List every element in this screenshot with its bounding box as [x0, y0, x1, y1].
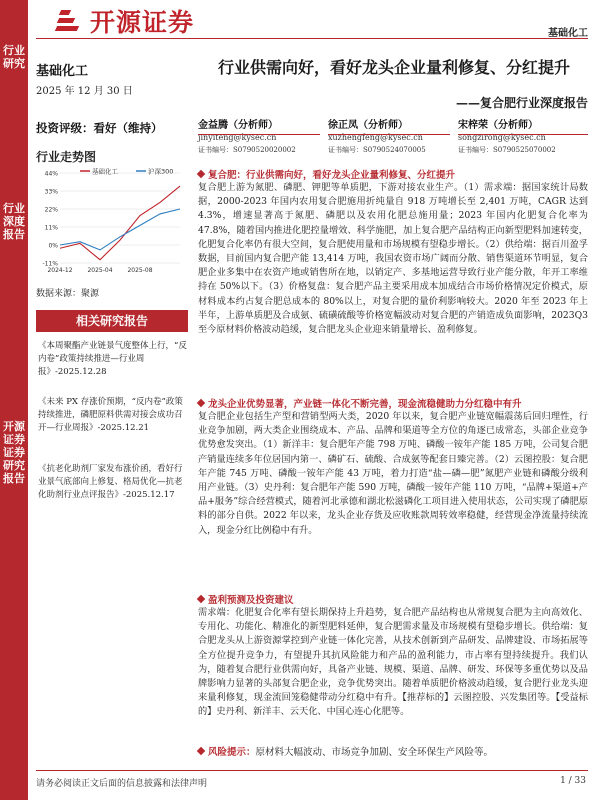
y-tick-label: 0% [48, 242, 58, 250]
risk-warning: 风险提示：原材料大幅波动、市场竞争加剧、安全环保生产风险等。 [198, 744, 588, 758]
investment-rating: 投资评级：看好（维持） [36, 121, 163, 135]
chart-source: 数据来源：聚源 [36, 289, 100, 299]
industry-label: 基础化工 [36, 64, 89, 79]
page-number: 1 / 33 [560, 776, 586, 786]
section-heading: 盈利预测及投资建议 [198, 592, 588, 606]
analyst-email[interactable]: xuzhengfeng@kysec.cn [328, 133, 423, 142]
logo-mark-icon [58, 8, 84, 34]
footer-divider [36, 770, 588, 771]
sidebar-bottom-label: 开源证券 证券研究报告 [3, 420, 25, 485]
report-subtitle: ——复合肥行业深度报告 [455, 96, 588, 110]
legend-label: 基础化工 [92, 167, 118, 176]
trend-chart [36, 165, 184, 280]
trend-chart-svg [36, 165, 184, 280]
analyst-email[interactable]: songzirong@kysec.cn [458, 133, 546, 142]
analyst-name: 金益腾（分析师） [198, 120, 278, 131]
diamond-bullet-icon [197, 170, 205, 178]
sidebar-mid-label: 行业深度报告 [3, 202, 25, 241]
trend-chart-title: 行业走势图 [36, 150, 97, 164]
analyst-name: 徐正凤（分析师） [328, 120, 408, 131]
analyst-cert: 证书编号：S0790524070005 [328, 146, 426, 154]
header-divider [36, 38, 588, 39]
related-report-item[interactable]: 《未来 PX 存涨价预期，“反内卷”政策持续推进，磷肥原料供需对接会成功召开—行业周报》-2025.12.21 [38, 397, 183, 433]
analyst-divider [458, 134, 588, 135]
related-report-item[interactable]: 《本周聚酯产业链景气度整体上行，“反内卷”政策持续推进—行业周报》-2025.12.28 [38, 341, 187, 377]
analyst-cert: 证书编号：S0790525070002 [458, 146, 556, 154]
report-date: 2025 年 12 月 30 日 [36, 86, 133, 97]
report-title: 行业供需向好，看好龙头企业量利修复、分红提升 [217, 58, 570, 77]
related-report-item[interactable]: 《抗老化助剂厂家发布涨价函，看好行业景气底部向上修复、格局优化—抗老化助剂行业点评报告》-2025.12.17 [38, 464, 183, 500]
x-tick-label: 2024-12 [47, 267, 73, 274]
analyst-card [198, 120, 323, 156]
y-tick-label: 22% [44, 206, 58, 214]
analyst-cert: 证书编号：S0790520020002 [198, 146, 296, 154]
footer-disclaimer: 请务必阅读正文后面的信息披露和法律声明 [36, 779, 208, 789]
section-heading: 龙头企业优势显著，产业链一体化不断完善，现金流稳健助力分红稳中有升 [198, 396, 588, 410]
related-research-header: 相关研究报告 [36, 310, 188, 332]
header-category: 基础化工 [548, 28, 588, 39]
section-body: 需求端：化肥复合化率有望长期保持上升趋势，复合肥产品结构也从常规复合肥为主向高效化、专用化、功能化、精准化的新型肥料延伸，复合肥需求量及市场规模有望稳步增长。供给端：复合肥龙头从上游资源掌控到产业链一体化完善，从技术创新到产品研发、品牌建设、市场拓展等全方位提升竞争力，有望提升其抗风险能力和产品的盈利能力，市占率有望持续提升。我们认为，随着复合肥行业供需向好，具备产业链、规模、渠道、品牌、研发、环保等多重优势以及品牌影响力显著的头部复合肥企业，竞争优势突出。随着单质肥价格波动趋缓，复合肥行业龙头迎来量利修复，现金流回笼稳健带动分红稳中有升。【推荐标的】云图控股、兴发集团等。【受益标的】史丹利、新洋丰、云天化、中国心连心化肥等。 [198, 607, 588, 718]
analyst-name: 宋梓荣（分析师） [458, 120, 538, 131]
series-line [60, 186, 180, 260]
x-tick-label: 2025-04 [87, 267, 113, 274]
company-logo [58, 4, 194, 38]
analyst-email[interactable]: jinyiteng@kysec.cn [198, 133, 277, 142]
section-body: 复合肥企业包括生产型和营销型两大类，2020 年以来，复合肥产业链宽幅震荡后回归理性，行业竞争加剧，两大类企业围绕成本、产品、品牌和渠道等全方位的角逐已成常态，头部企业竞争优势愈发突出。（1）新洋丰：复合肥年产能 798 万吨、磷酸一铵年产能 185 万吨，公司复合肥产销量连续多年位居国内第一、磷矿石、硫酸、合成氨等配套日臻完善。（2）云图控股：复合肥年产能 745 万吨、磷酸一铵年产能 43 万吨，着力打造“盐—磷—肥”氮肥产业链和磷酸分级利用产业链。（3）史丹利：复合肥年产能 590 万吨，磷酸一铵年产能 110 万吨，“品牌+渠道+产品+服务”综合经营模式，随着河北承德和湖北松滋磷化工项目进入使用状态，公司实现了磷肥原料的部分自供。2022 年以来，龙头企业存货及应收账款周转效率稳健，经营现金净流量持续流入，现金分红比例稳中有升。 [198, 411, 588, 536]
sidebar-top-label: 行业研究 [3, 44, 25, 70]
analyst-divider [328, 134, 450, 135]
diamond-bullet-icon [197, 399, 205, 407]
y-tick-label: 33% [44, 188, 58, 196]
y-tick-label: 44% [44, 170, 58, 178]
section-body: 复合肥上游为氮肥、磷肥、钾肥等单质肥，下游对接农业生产。（1）需求端：据国家统计局数据，2000-2023 年国内农用复合肥施用折纯量自 918 万吨增长至 2,401 万吨，CAGR 达到 4.3%，增速显著高于氮肥、磷肥以及农用化肥总施用量；2023 年国内化肥复合化率为 47.8%，随着国内推进化肥控量增效、科学施肥，加上复合肥产品结构正向新型肥料加速转变，化肥复合化率仍有很大空间，复合肥使用量和市场规模有望稳步增长。（2）供给端：据百川盈孚数据，目前国内复合肥产能 13,414 万吨，我国农资市场广阔而分散、销售渠道环节明显，复合肥企业多集中在农资产地或销售所在地，以销定产、多基地运营导致行业产能分散，年开工率维持在 50%以下。（3）价格复盘：复合肥产品主要采用成本加成结合市场价格情况定价模式，原材料成本约占复合肥总成本的 80%以上，对复合肥的量价利影响较大。2020 年至 2023 年上半年，上游单质肥及合成氨、硫磺硫酸等价格宽幅波动对复合肥的产销造成负面影响，2023Q3 至今原材料价格波动趋缓，复合肥龙头企业迎来销量增长、盈利修复。 [198, 182, 588, 336]
section-heading: 复合肥：行业供需向好，看好龙头企业量利修复、分红提升 [198, 167, 588, 181]
diamond-bullet-icon [197, 595, 205, 603]
analyst-divider [198, 134, 320, 135]
legend-label: 沪深300 [148, 167, 174, 176]
left-sidebar [0, 0, 28, 800]
analyst-card [328, 120, 453, 156]
y-tick-label: 11% [44, 224, 58, 232]
diamond-bullet-icon [197, 747, 205, 755]
y-tick-label: -11% [42, 260, 58, 268]
logo-text: 开源证券 [90, 8, 195, 37]
analyst-card [458, 120, 588, 156]
x-tick-label: 2025-08 [127, 267, 153, 274]
